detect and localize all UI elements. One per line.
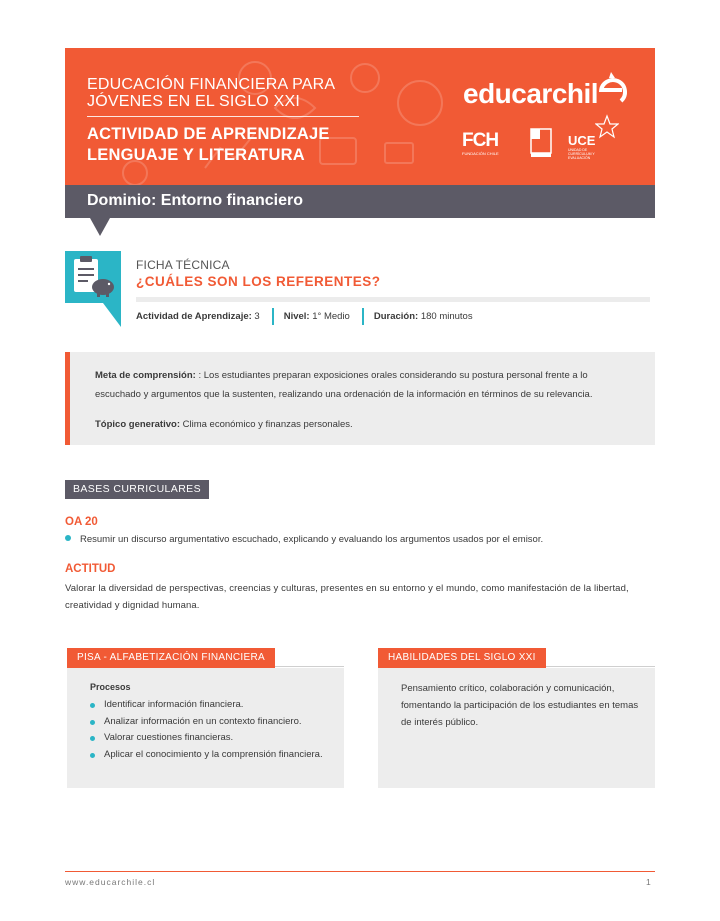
duration-value: 180 minutos (420, 311, 473, 323)
bullet-icon (65, 535, 71, 541)
generative-topic (95, 415, 635, 434)
oa-title: OA 20 (65, 516, 98, 528)
list-item (90, 730, 340, 747)
series-title (87, 76, 335, 110)
educarchile-logo: educarchil (463, 78, 599, 109)
procesos-heading: Procesos (90, 682, 131, 692)
goal-accent-bar (65, 352, 70, 445)
series-title-line1: EDUCACIÓN FINANCIERA PARA (87, 76, 336, 93)
fch-logo: FCH (462, 130, 499, 151)
uce-logo-subtitle: UNIDAD DE CURRÍCULUM Y EVALUACIÓN (568, 148, 595, 160)
activity-title (87, 124, 330, 166)
activity-meta-row (136, 308, 485, 326)
ficha-divider (136, 297, 650, 302)
activity-title-line1: ACTIVIDAD DE APRENDIZAJE (87, 125, 330, 143)
oa-item (65, 534, 543, 546)
activity-number (136, 311, 272, 322)
ficha-tecnica-label: FICHA TÉCNICA (136, 258, 230, 272)
generative-topic-label: Tópico generativo: (95, 419, 180, 430)
fch-logo-subtitle: FUNDACIÓN CHILE (462, 151, 499, 156)
level (284, 311, 362, 322)
header-divider (87, 116, 359, 117)
clipboard-piggy-bank-icon (65, 251, 121, 327)
bullet-icon (90, 720, 95, 725)
list-item-text: Valorar cuestiones financieras. (104, 732, 234, 743)
oa-item-text: Resumir un discurso argumentativo escuchado, explicando y evaluando los argumentos usados por el emisor. (80, 534, 544, 545)
page-number: 1 (646, 877, 651, 887)
footer-divider (65, 871, 655, 872)
gobierno-logo-icon (530, 128, 552, 158)
duration (374, 311, 485, 322)
list-item (90, 697, 340, 714)
domain-label: Dominio: Entorno financiero (87, 192, 303, 209)
list-item-text: Analizar información en un contexto financiero. (104, 715, 302, 727)
level-label: Nivel: (283, 311, 310, 323)
skills-tab: HABILIDADES DEL SIGLO XXI (378, 648, 546, 668)
skills-text: Pensamiento crítico, colaboración y comunicación, fomentando la participación de los estudiantes en temas de interés público. (401, 683, 639, 728)
activity-number-value: 3 (254, 311, 260, 323)
domain-bar (65, 185, 655, 218)
procesos-list (90, 697, 340, 763)
meta-separator (362, 308, 364, 325)
list-item-text: Identificar información financiera. (104, 699, 244, 710)
uce-logo: UCE (568, 133, 596, 148)
comprehension-goal (95, 366, 635, 404)
meta-separator (272, 308, 274, 325)
list-item-text: Aplicar el conocimiento y la comprensión financiera. (104, 748, 323, 760)
comprehension-goal-box (65, 352, 655, 445)
star-logo-icon (595, 114, 619, 142)
series-title-line2: JÓVENES EN EL SIGLO XXI (87, 93, 300, 110)
header-banner (65, 48, 655, 185)
footer-website-link[interactable]: www.educarchile.cl (65, 877, 156, 887)
educarchile-e-icon (593, 70, 633, 110)
level-value: 1° Medio (312, 311, 350, 323)
comprehension-goal-label: Meta de comprensión: (95, 370, 196, 381)
ficha-title: ¿CUÁLES SON LOS REFERENTES? (136, 274, 381, 289)
bullet-icon (90, 736, 95, 741)
actitud-text: Valorar la diversidad de perspectivas, creencias y culturas, presentes en su entorno y el mundo, como manifestación de la libertad, creatividad y dignidad humana. (65, 583, 629, 611)
list-item (90, 747, 340, 764)
actitud-title: ACTITUD (65, 563, 116, 575)
bullet-icon (90, 753, 95, 758)
domain-bar-pointer (90, 218, 110, 236)
activity-title-line2: LENGUAJE Y LITERATURA (87, 146, 305, 164)
bullet-icon (90, 703, 95, 708)
generative-topic-text: Clima económico y finanzas personales. (182, 419, 353, 430)
activity-number-label: Actividad de Aprendizaje: (136, 311, 252, 323)
bases-curriculares-tag: BASES CURRICULARES (65, 480, 209, 499)
pisa-tab: PISA - ALFABETIZACIÓN FINANCIERA (67, 648, 275, 668)
duration-label: Duración: (373, 311, 419, 323)
comprehension-goal-text: : Los estudiantes preparan exposiciones orales considerando su postura personal frente a lo escuchado y argumentos que la sustenten, realizando una ordenación de la información en términos de su relevancia. (95, 370, 593, 400)
list-item (90, 714, 340, 731)
